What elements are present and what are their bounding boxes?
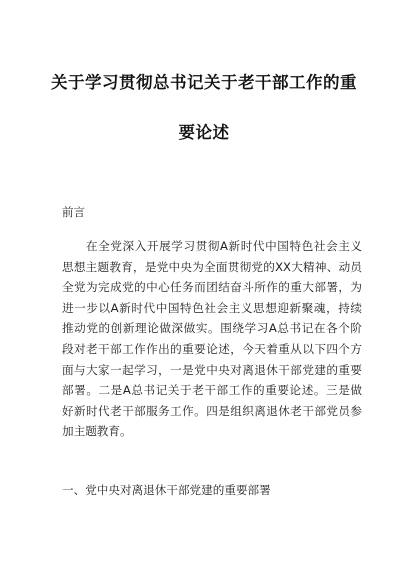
- body-line: 推动党的创新理论做深做实。围绕学习A总书记在各个阶: [62, 321, 362, 336]
- body-line: 面与大家一起学习，一是党中央对离退休干部党建的重要: [62, 362, 362, 377]
- document-title-line-2: 要论述: [178, 123, 230, 142]
- body-line: 思想主题教育，是党中央为全面贯彻党的XX大精神、动员: [62, 259, 362, 274]
- body-line: 好新时代老干部服务工作。四是组织离退休老干部党员参: [62, 403, 362, 418]
- body-line: 进一步以A新时代中国特色社会主义思想迎新聚魂，持续: [62, 300, 362, 315]
- body-line: 加主题教育。: [62, 424, 132, 439]
- body-line: 在全党深入开展学习贯彻A新时代中国特色社会主义: [86, 239, 362, 253]
- body-line: 段对老干部工作作出的重要论述，今天着重从以下四个方: [62, 341, 362, 356]
- section-heading: 一、党中央对离退休干部党建的重要部署: [62, 483, 271, 497]
- body-paragraph: [62, 236, 362, 442]
- body-line: 部署。二是A总书记关于老干部工作的重要论述。三是做: [62, 383, 362, 398]
- preface-label: 前言: [62, 205, 85, 219]
- document-title-line-1: 关于学习贯彻总书记关于老干部工作的重: [51, 73, 357, 92]
- body-line: 全党为完成党的中心任务而团结奋斗所作的重大部署，为: [62, 280, 362, 295]
